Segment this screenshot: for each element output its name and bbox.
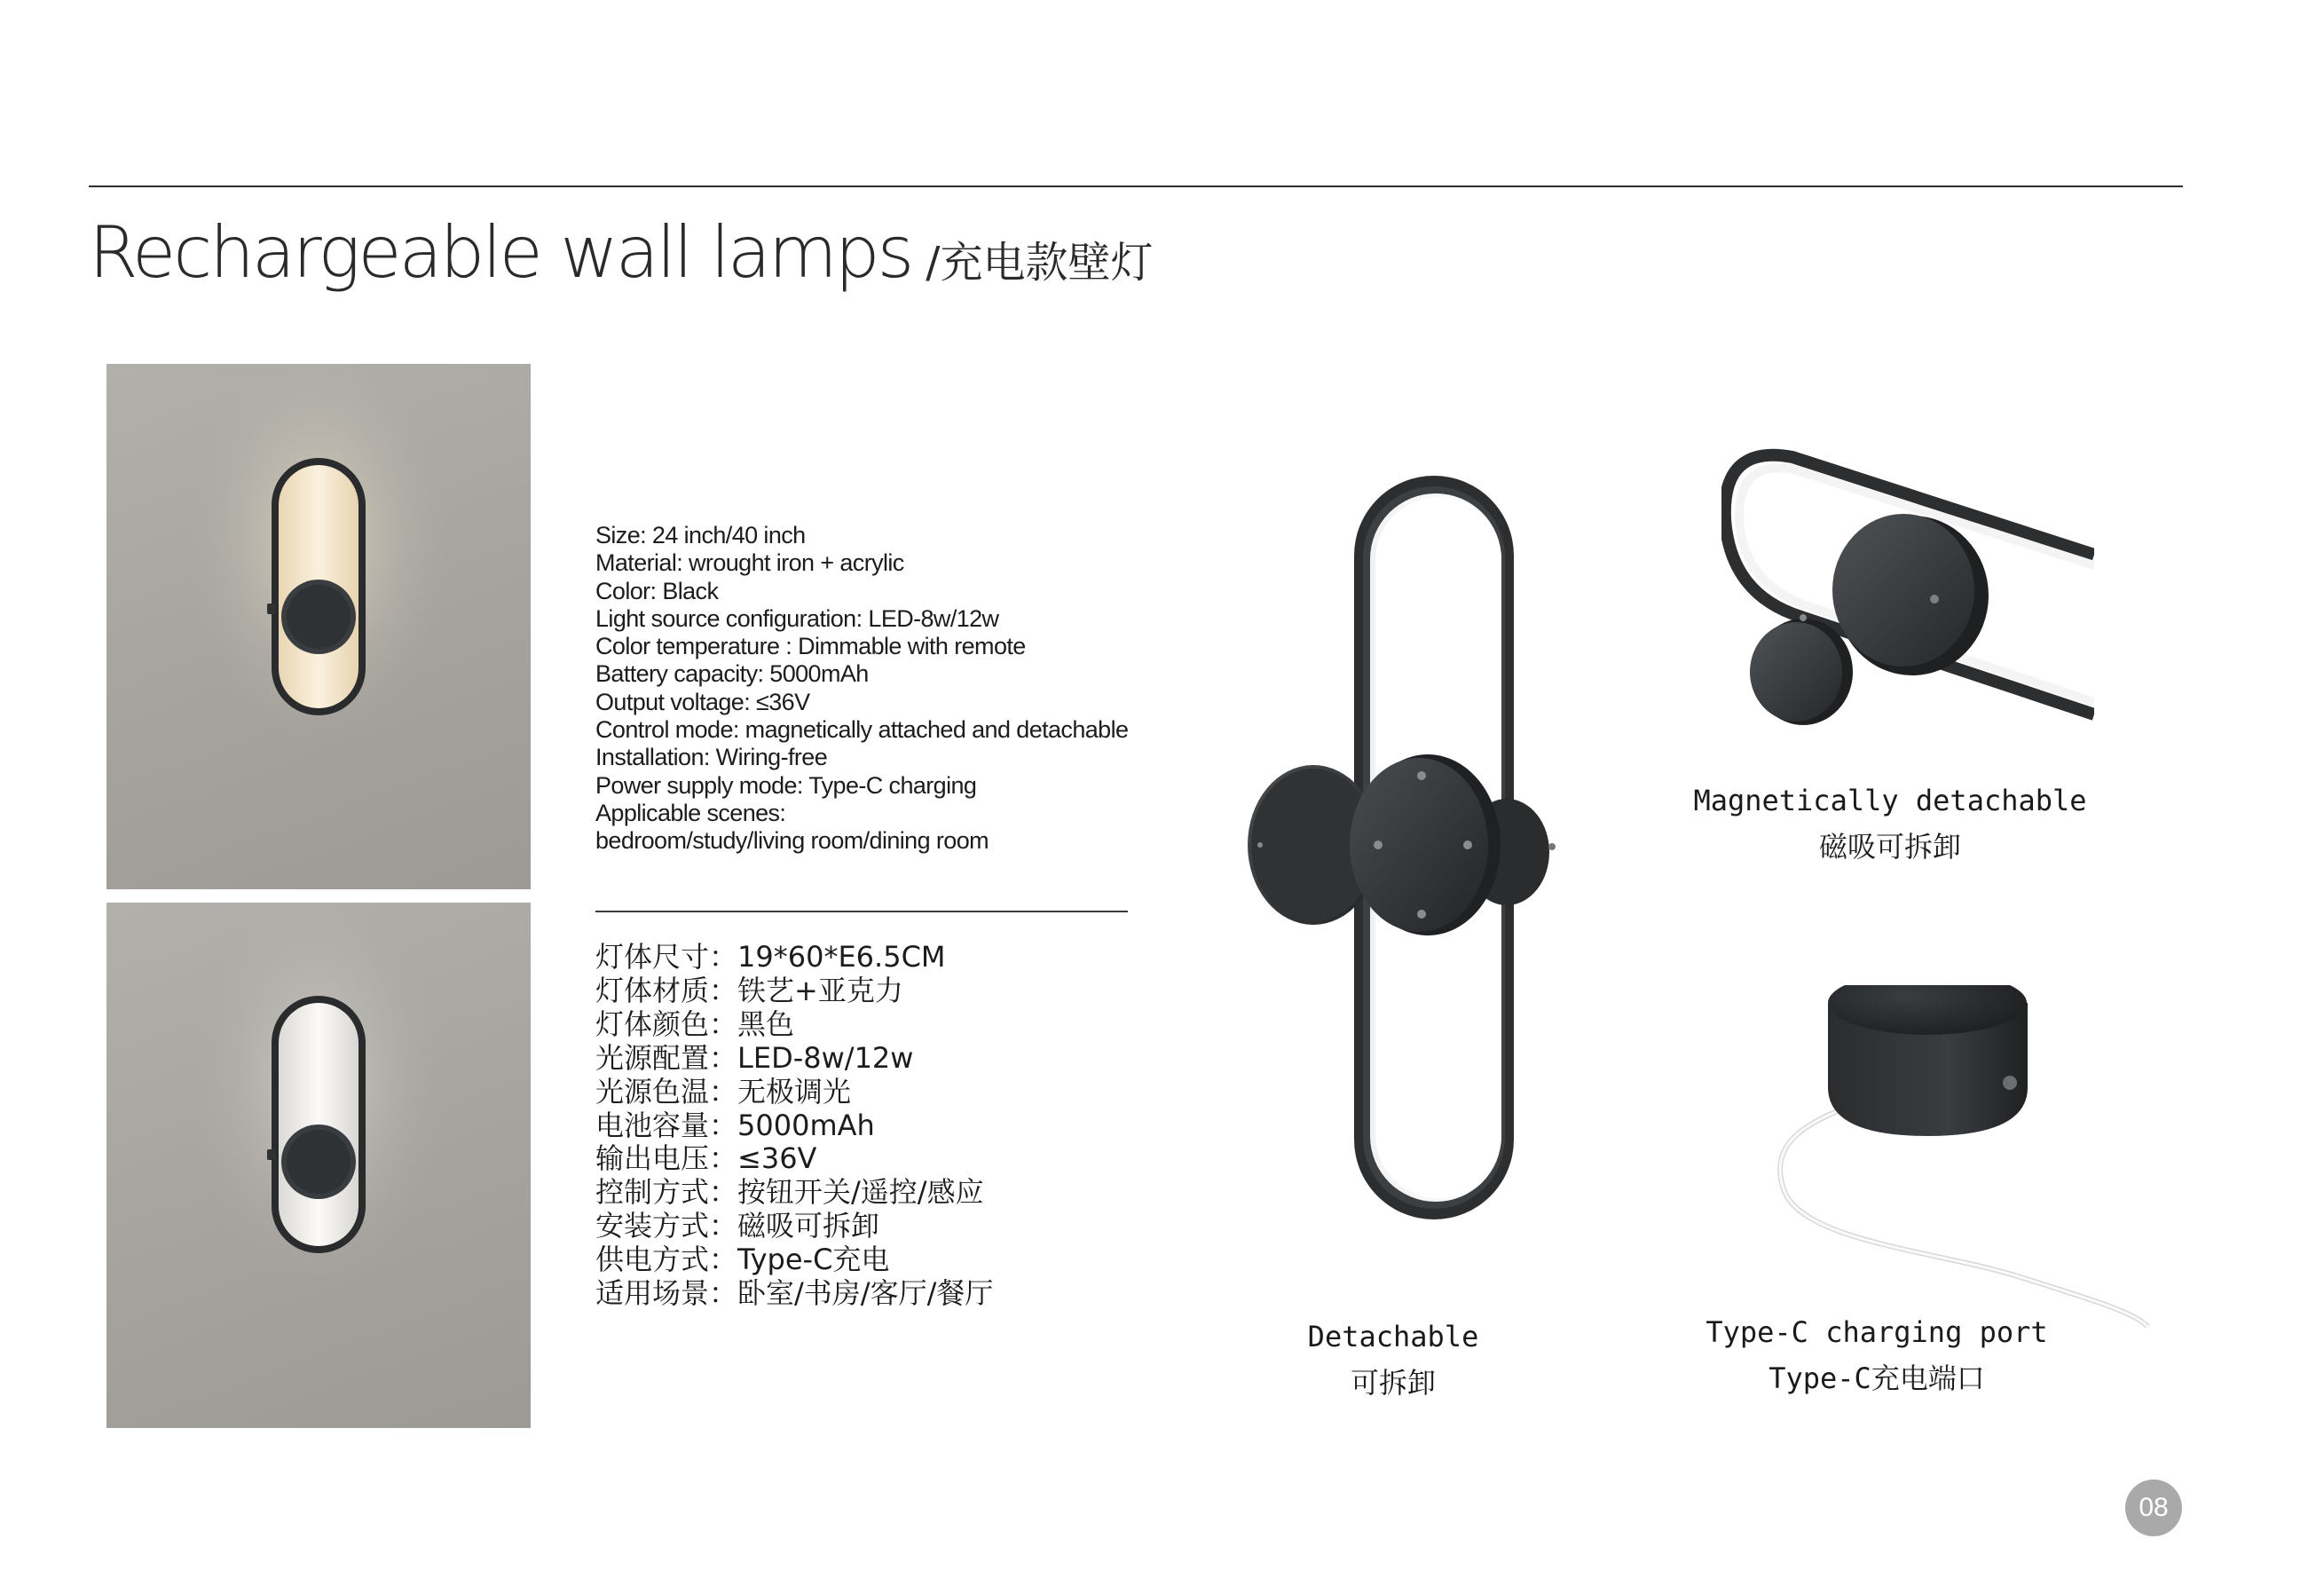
top-rule (89, 185, 2183, 187)
spec-en-line: Power supply mode: Type-C charging (595, 771, 977, 799)
spec-cn-label: 供电方式： (595, 1243, 738, 1277)
charging-port-render (1766, 985, 2156, 1340)
spec-cn-value: ≤36V (737, 1141, 817, 1176)
caption-port (1686, 1309, 2068, 1401)
spec-en-line: Light source configuration: LED-8w/12w (595, 604, 999, 632)
magnetic-detail-render (1721, 448, 2094, 750)
spec-cn-label: 灯体颜色： (595, 1006, 738, 1041)
caption-magnetic-cn: 磁吸可拆卸 (1818, 830, 1961, 864)
lamp-photo-cool (106, 903, 531, 1428)
page-number-badge: 08 (2125, 1479, 2182, 1536)
spec-cn-label: 灯体尺寸： (595, 940, 738, 974)
spec-cn-label: 电池容量： (595, 1108, 738, 1142)
spec-cn-row (595, 974, 993, 1008)
mount-disc (1832, 514, 1974, 667)
page-title (89, 211, 1153, 294)
spec-cn-value: 按钮开关/遥控/感应 (737, 1175, 984, 1210)
spec-cn-label: 光源配置： (595, 1040, 738, 1075)
spec-cn-value: 铁艺+亚克力 (737, 973, 903, 1007)
spec-en-line: Color: Black (595, 577, 719, 604)
spec-cn-value: 磁吸可拆卸 (737, 1209, 880, 1243)
title-english: Rechargeable wall lamps (89, 211, 912, 294)
spec-en-line: Color temperature : Dimmable with remote (595, 633, 1026, 660)
spec-cn-row (595, 1277, 993, 1311)
lamp-cool-illustration (106, 903, 531, 1428)
title-chinese: /充电款壁灯 (926, 238, 1154, 288)
spec-en-line: Control mode: magnetically attached and detachable (595, 716, 1129, 744)
spec-cn-label: 控制方式： (595, 1175, 738, 1210)
spec-cn-value: LED-8w/12w (737, 1040, 914, 1075)
spec-cn-value: Type-C充电 (737, 1243, 890, 1277)
detachable-lamp-render (1225, 462, 1580, 1243)
caption-port-cn: Type-C充电端口 (1769, 1361, 1985, 1395)
spec-en-line: bedroom/study/living room/dining room (595, 827, 989, 855)
port-indicator (2003, 1076, 2017, 1090)
caption-magnetic-en: Magnetically detachable (1693, 784, 2087, 817)
specs-english (595, 522, 1234, 856)
caption-detachable (1269, 1314, 1517, 1406)
spec-cn-value: 卧室/书房/客厅/餐厅 (737, 1276, 994, 1311)
spec-en-line: Applicable scenes: (595, 799, 786, 826)
spec-en-line: Size: 24 inch/40 inch (595, 522, 806, 548)
spec-cn-label: 光源色温： (595, 1074, 738, 1109)
spec-divider (595, 911, 1128, 912)
spec-cn-row (595, 1042, 993, 1076)
spec-en-line: Material: wrought iron + acrylic (595, 549, 904, 577)
caption-magnetic (1686, 777, 2094, 870)
spec-cn-value: 19*60*E6.5CM (737, 940, 946, 974)
spec-cn-row (595, 1109, 993, 1143)
spec-cn-row (595, 1142, 993, 1176)
spec-cn-row (595, 1210, 993, 1243)
spec-en-line: Battery capacity: 5000mAh (595, 660, 869, 688)
specs-chinese (595, 941, 993, 1311)
spec-cn-value: 5000mAh (737, 1108, 875, 1142)
spec-cn-label: 安装方式： (595, 1209, 738, 1243)
spec-cn-label: 灯体材质： (595, 973, 738, 1007)
caption-detachable-cn: 可拆卸 (1350, 1366, 1436, 1400)
spec-cn-value: 黑色 (737, 1006, 795, 1041)
spec-en-line: Output voltage: ≤36V (595, 688, 810, 715)
lamp-warm-illustration (106, 364, 531, 889)
spec-cn-value: 无极调光 (737, 1074, 852, 1109)
spec-en-line: Installation: Wiring-free (595, 744, 828, 771)
spec-cn-row (595, 1176, 993, 1210)
spec-cn-row (595, 1076, 993, 1109)
spec-cn-row (595, 941, 993, 974)
magnet-puck (1750, 622, 1842, 722)
lamp-photo-warm (106, 364, 531, 889)
spec-cn-label: 适用场景： (595, 1276, 738, 1311)
spec-cn-row (595, 1243, 993, 1277)
caption-detachable-en: Detachable (1307, 1320, 1479, 1353)
spec-cn-label: 输出电压： (595, 1141, 738, 1176)
spec-cn-row (595, 1008, 993, 1042)
caption-port-en: Type-C charging port (1706, 1315, 2048, 1349)
